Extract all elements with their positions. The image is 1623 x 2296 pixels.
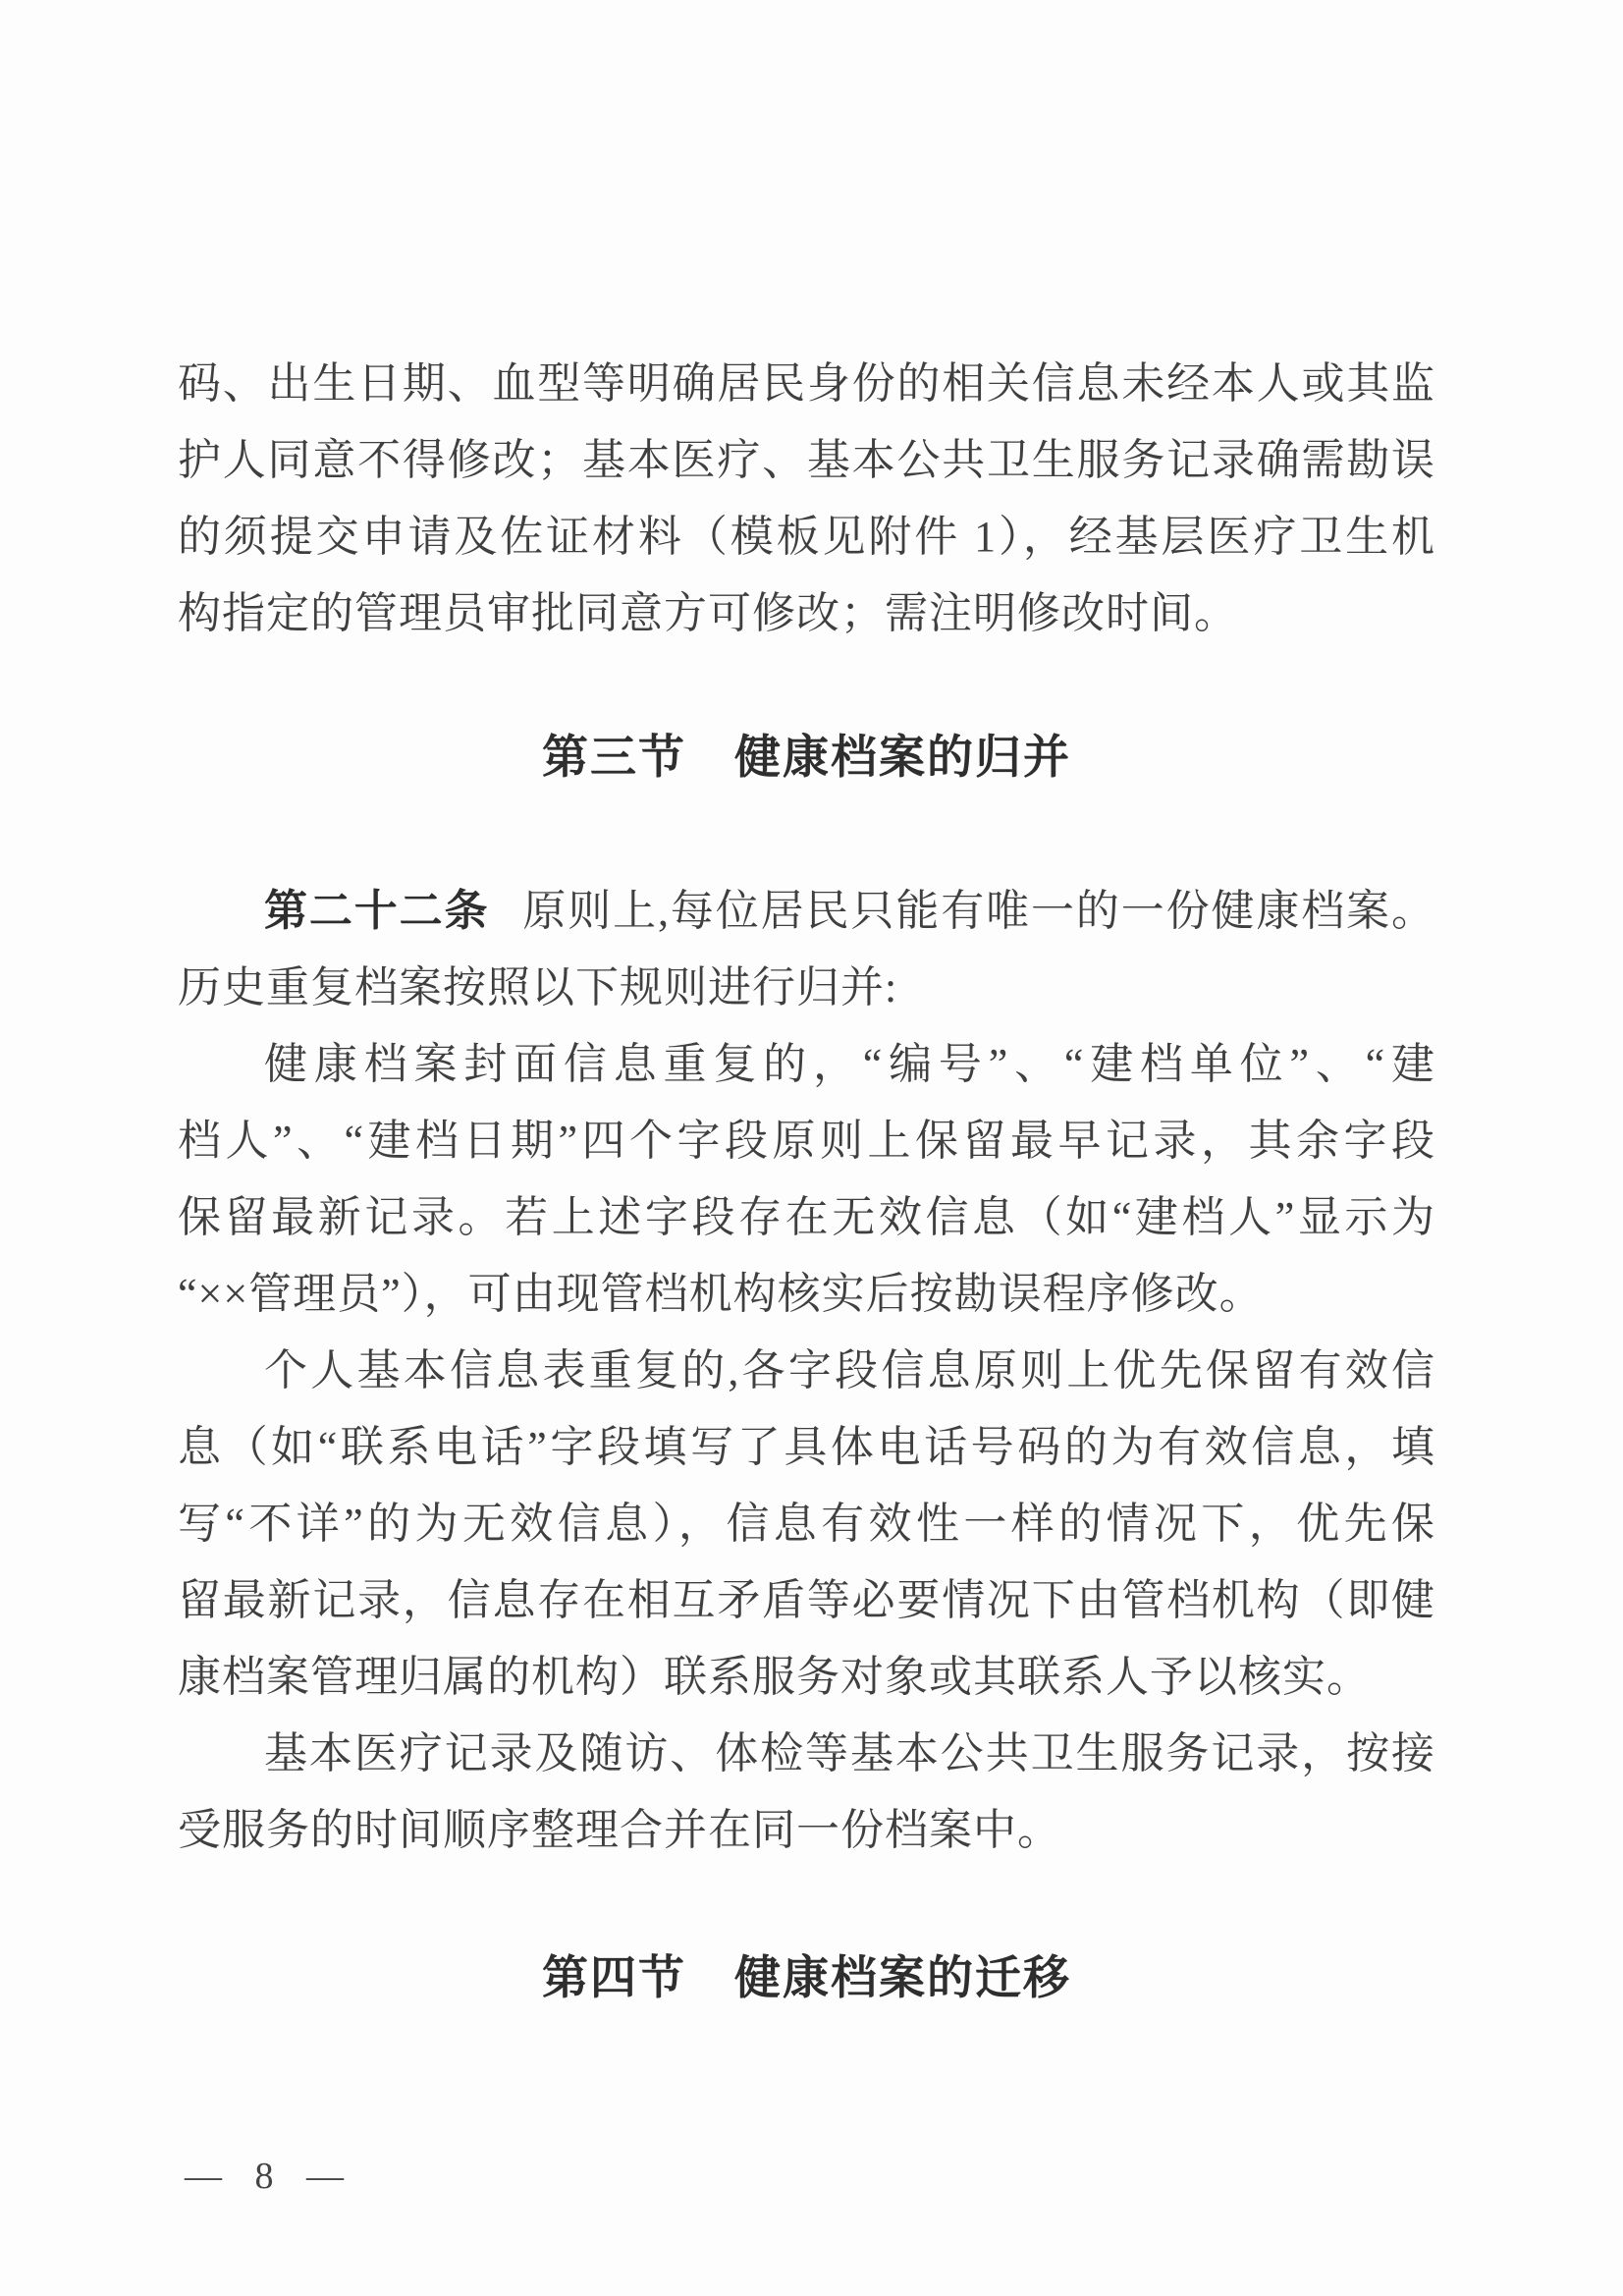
text-column: [178, 346, 1435, 2008]
article-22-text: 原则上,每位居民只能有唯一的一份健康档案。: [522, 887, 1436, 935]
body-line: 的须提交申请及佐证材料（模板见附件 1），经基层医疗卫生机: [178, 513, 1435, 561]
section-heading-merge: 第三节 健康档案的归并: [542, 731, 1071, 783]
body-line: 留最新记录，信息存在相互矛盾等必要情况下由管档机构（即健: [178, 1576, 1435, 1624]
body-line: 基本医疗记录及随访、体检等基本公共卫生服务记录，按接: [264, 1729, 1435, 1777]
body-line: 码、出生日期、血型等明确居民身份的相关信息未经本人或其监: [178, 359, 1435, 408]
body-line-article-22: [178, 873, 1435, 950]
body-line: “××管理员”），可由现管档机构核实后按勘误程序修改。: [178, 1270, 1264, 1318]
body-line: 保留最新记录。若上述字段存在无效信息（如“建档人”显示为: [178, 1193, 1435, 1241]
body-line: 档人”、“建档日期”四个字段原则上保留最早记录，其余字段: [178, 1117, 1435, 1165]
body-line: 受服务的时间顺序整理合并在同一份档案中。: [178, 1806, 1061, 1854]
body-line: 个人基本信息表重复的,各字段信息原则上优先保留有效信: [264, 1346, 1435, 1394]
body-line: 历史重复档案按照以下规则进行归并:: [178, 963, 898, 1011]
section-heading-transfer: 第四节 健康档案的迁移: [542, 1951, 1071, 2003]
body-line: 康档案管理归属的机构）联系服务对象或其联系人予以核实。: [178, 1653, 1371, 1701]
body-line: 构指定的管理员审批同意方可修改；需注明修改时间。: [178, 589, 1238, 637]
body-line: 息（如“联系电话”字段填写了具体电话号码的为有效信息，填: [178, 1423, 1435, 1471]
body-line: 护人同意不得修改；基本医疗、基本公共卫生服务记录确需勘误: [178, 436, 1435, 484]
body-line: 写“不详”的为无效信息），信息有效性一样的情况下，优先保: [178, 1500, 1435, 1548]
body-line: 健康档案封面信息重复的，“编号”、“建档单位”、“建: [264, 1040, 1435, 1088]
page-number: — 8 —: [185, 2156, 346, 2197]
article-22-number: 第二十二条: [264, 887, 490, 935]
